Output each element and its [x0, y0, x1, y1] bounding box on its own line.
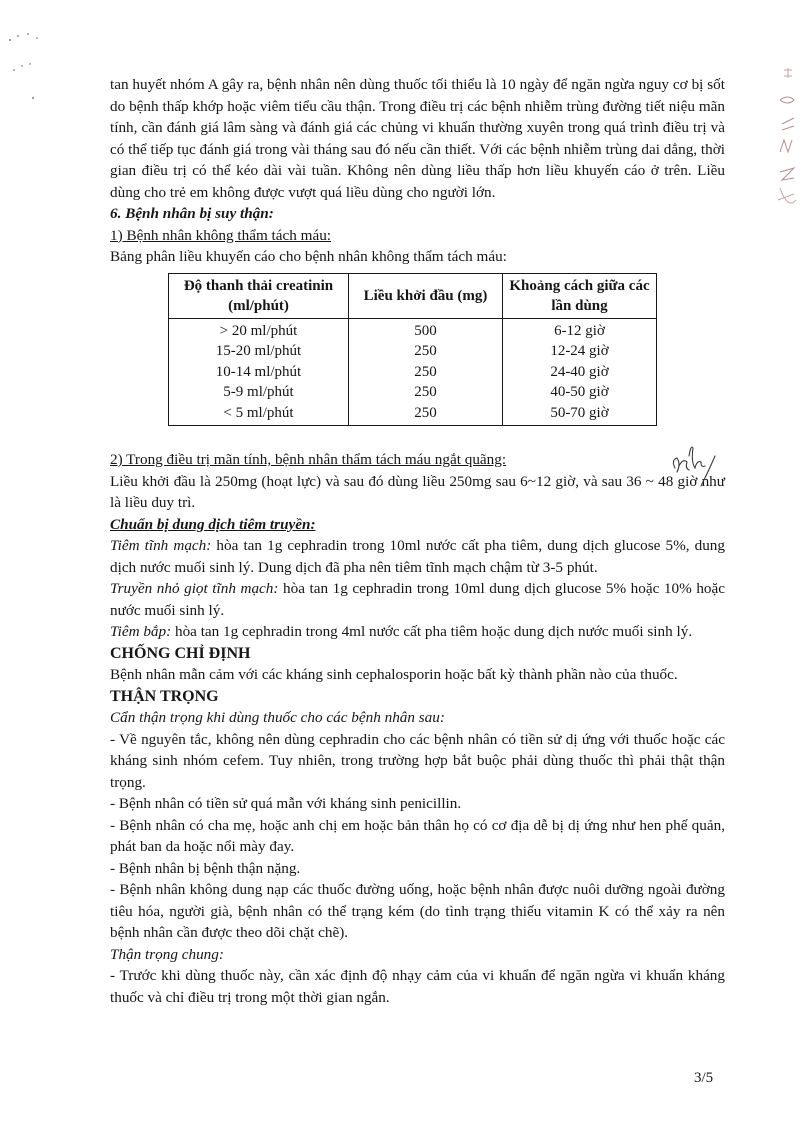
table-cell: 50-70 giờ	[503, 403, 657, 426]
precautions-subheading: Cẩn thận trọng khi dùng thuốc cho các bệnh nhân sau:	[110, 709, 445, 726]
contraindications-text: Bệnh nhân mẫn cảm với các kháng sinh cephalosporin hoặc bất kỳ thành phần nào của thuốc.	[110, 666, 678, 683]
table-cell: < 5 ml/phút	[169, 403, 349, 426]
table-caption: Bảng phân liều khuyến cáo cho bệnh nhân không thẩm tách máu:	[110, 248, 507, 265]
table-cell: 250	[349, 382, 503, 403]
renal-heading: 6. Bệnh nhân bị suy thận:	[110, 205, 274, 222]
table-cell: > 20 ml/phút	[169, 318, 349, 341]
table-cell: 40-50 giờ	[503, 382, 657, 403]
table-cell: 250	[349, 341, 503, 362]
precautions-heading: THẬN TRỌNG	[110, 687, 219, 705]
precaution-item: - Bệnh nhân không dung nạp các thuốc đường uống, hoặc bệnh nhân được nuôi dưỡng ngoài đường tiêu hóa, người già, bệnh nhân có thể trạng kém (do tình trạng thiếu vitamin K có thể xảy ra nên bệnh nhân cần được theo dõi chặt chẽ).	[110, 881, 725, 941]
table-row	[169, 382, 657, 403]
renal-subheading-1: 1) Bệnh nhân không thẩm tách máu:	[110, 226, 332, 244]
table-cell: 250	[349, 362, 503, 383]
table-cell: 15-20 ml/phút	[169, 341, 349, 362]
table-row	[169, 318, 657, 341]
table-cell: 250	[349, 403, 503, 426]
table-cell: 5-9 ml/phút	[169, 382, 349, 403]
table-row	[169, 341, 657, 362]
table-cell: 6-12 giờ	[503, 318, 657, 341]
preparation-item	[110, 578, 725, 621]
edge-stamp-fragment	[770, 60, 800, 220]
preparation-item-text: hòa tan 1g cephradin trong 10ml nước cất pha tiêm, dung dịch glucose 5%, dung dịch nước muối sinh lý. Dung dịch đã pha nên tiêm tĩnh mạch chậm từ 3-5 phút.	[110, 537, 725, 576]
preparation-item	[110, 535, 725, 578]
general-precautions-heading: Thận trọng chung:	[110, 945, 224, 963]
precaution-item: - Bệnh nhân có cha mẹ, hoặc anh chị em hoặc bản thân họ có cơ địa dễ bị dị ứng như hen phế quản, phát ban da hoặc nổi mày đay.	[110, 816, 725, 855]
preparation-item-text: hòa tan 1g cephradin trong 4ml nước cất pha tiêm hoặc dung dịch nước muối sinh lý.	[171, 623, 693, 640]
preparation-item-label: Tiêm tĩnh mạch:	[110, 537, 212, 554]
table-header-cell: Độ thanh thải creatinin (ml/phút)	[169, 273, 349, 318]
table-cell: 10-14 ml/phút	[169, 362, 349, 383]
table-row	[169, 362, 657, 383]
preparation-item-text: hòa tan 1g cephradin trong 10ml dung dịch glucose 5% hoặc 10% hoặc nước muối sinh lý.	[110, 580, 725, 619]
document-body	[110, 74, 725, 1008]
handwritten-initials	[665, 438, 725, 493]
preparation-item	[110, 621, 725, 643]
preparation-item-label: Tiêm bắp:	[110, 623, 172, 640]
intro-paragraph: tan huyết nhóm A gây ra, bệnh nhân nên dùng thuốc tối thiểu là 10 ngày để ngăn ngừa nguy cơ bị sốt do bệnh thấp khớp hoặc viêm tiểu cầu thận. Trong điều trị các bệnh nhiễm trùng đường tiết niệu mãn tính, cần đánh giá lâm sàng và đánh giá các chủng vi khuẩn thường xuyên trong quá trình điều trị và có thể tiếp tục đánh giá trong vài tháng sau đó nếu cần thiết. Với các bệnh nhiễm trùng dai dẳng, thời gian điều trị có thể kéo dài vài tuần. Không nên dùng liều thấp hơn liều khuyến cáo ở trên. Liều dùng cho trẻ em không được vượt quá liều dùng cho người lớn.	[110, 76, 725, 201]
table-row	[169, 403, 657, 426]
contraindications-heading: CHỐNG CHỈ ĐỊNH	[110, 644, 251, 662]
general-precaution-item: - Trước khi dùng thuốc này, cần xác định độ nhạy cảm của vi khuẩn để ngăn ngừa vi khuẩn kháng thuốc và chỉ điều trị trong một thời gian ngắn.	[110, 967, 725, 1006]
scan-specks	[0, 0, 60, 110]
precaution-item: - Bệnh nhân có tiền sử quá mẫn với kháng sinh penicillin.	[110, 795, 462, 812]
table-header-cell: Liều khởi đầu (mg)	[349, 273, 503, 318]
dose-table	[168, 273, 657, 427]
precaution-item: - Về nguyên tắc, không nên dùng cephradin cho các bệnh nhân có tiền sử dị ứng với thuốc hoặc các kháng sinh nhóm cefem. Tuy nhiên, trong trường hợp bắt buộc phải dùng thuốc thì phải thật thận trọng.	[110, 730, 725, 791]
precaution-item: - Bệnh nhân bị bệnh thận nặng.	[110, 859, 301, 877]
dialysis-dosing-text: Liều khởi đầu là 250mg (hoạt lực) và sau đó dùng liều 250mg sau 6~12 giờ, và sau 36 ~ 48 giờ như là liều duy trì.	[110, 472, 725, 511]
renal-subheading-2: 2) Trong điều trị mãn tính, bệnh nhân thẩm tách máu ngắt quãng:	[110, 451, 507, 468]
table-cell: 12-24 giờ	[503, 341, 657, 362]
page-number: 3/5	[694, 1070, 714, 1086]
table-header-cell: Khoảng cách giữa các lần dùng	[503, 273, 657, 318]
table-cell: 24-40 giờ	[503, 362, 657, 383]
table-header-row	[169, 273, 657, 318]
preparation-item-label: Truyền nhỏ giọt tĩnh mạch:	[110, 580, 279, 597]
table-cell: 500	[349, 318, 503, 341]
preparation-heading: Chuẩn bị dung dịch tiêm truyền:	[110, 515, 316, 533]
